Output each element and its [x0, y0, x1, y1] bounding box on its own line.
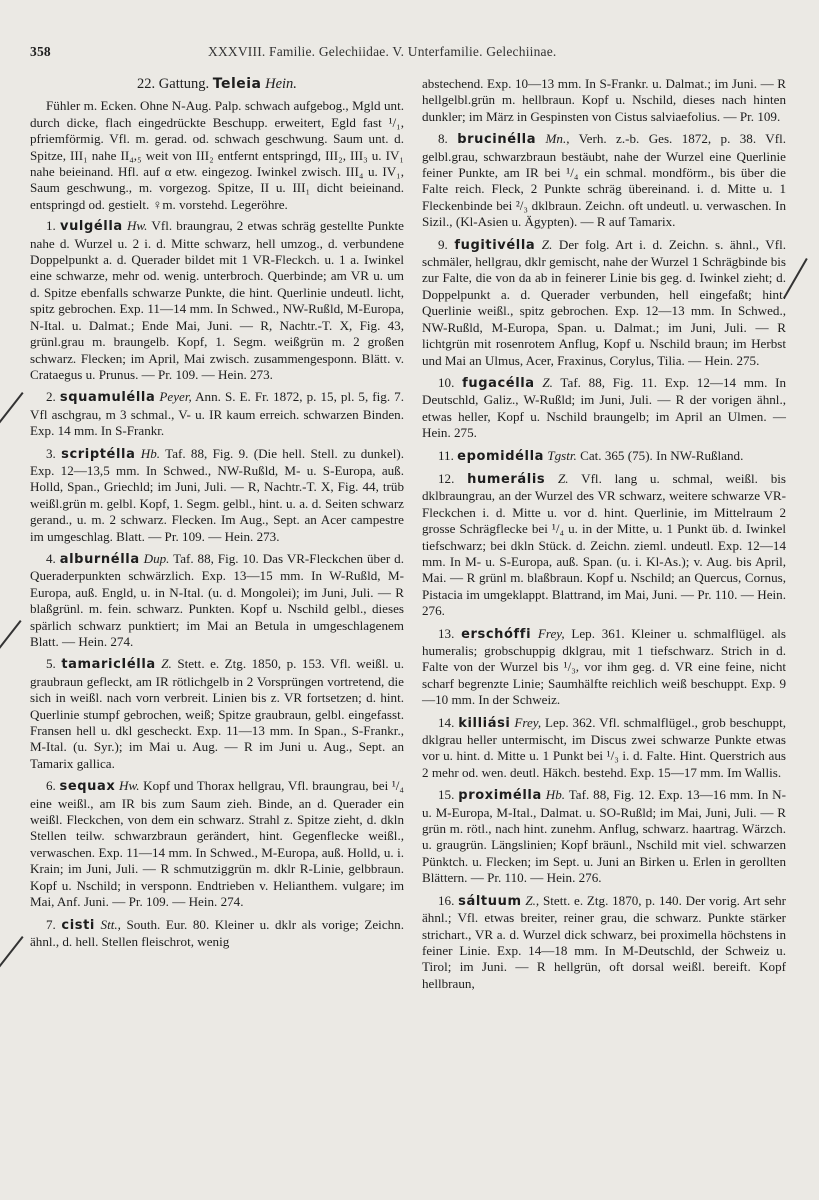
species-list-right — [422, 131, 786, 992]
genus-heading-prefix: 22. Gattung. — [137, 76, 210, 92]
species-entry — [422, 448, 786, 465]
right-column — [422, 76, 786, 998]
species-list-left — [30, 218, 404, 950]
species-description: Taf. 88, Fig. 9. (Die hell. Stell. zu dunkel). Exp. 12—13,5 mm. In Schwed., NW-Rußld, M- u. S-Europa, auß. Holld, Span., Griechld; im Juni, Juli. — R, Nachtr.-T. X, Fig. 44, trüb weißl.grün m. gelbl. Kopf, 1. Segm. gelbl., hint. u. a. d. Seiten schwarz gerand., u. m. 2 schwarz. Flecken. Im Aug., Sept. an Acer campestre im umgeschlag. Blatt. — Pr. 109. — Hein. 273. — [30, 445, 404, 544]
species-number: 8. — [438, 131, 448, 147]
species-name: alburnélla — [59, 551, 140, 567]
species-entry — [30, 218, 404, 383]
species-name: cisti — [61, 917, 95, 933]
species-entry — [422, 237, 786, 369]
species-number: 13. — [438, 625, 455, 641]
species-name: sáltuum — [458, 893, 522, 909]
page-number: 358 — [30, 44, 51, 59]
genus-description: Fühler m. Ecken. Ohne N-Aug. Palp. schwach aufgebog., Mgld unt. durch dicke, flach eingedrückte Beschupp. erweitert, Egld fast ¹/₁, pfriemförmig. Vfl. m. gerad. od. schwach geschwung. Saum unt. d. Spitze, III₁ nahe II₄,₅ weit von III₂ entfernt entspringd, III₂, III₃ u. IV₁ nahe beieinand. Hfl. auf α etw. eingezog. Iwinkel zwisch. III₄ u. IV₁, Saum geschwung., m. vorgezog. Spitze, II u. III₁ dicht beieinand. entspringd od. gestielt. ♀m. vorstehd. Legeröhre. — [30, 98, 404, 212]
species-description: Ann. S. E. Fr. 1872, p. 15, pl. 5, fig. 7. Vfl aschgrau, m 3 schmal., V- u. IR kaum erreich. schwarzen Binden. Exp. 14 mm. In S-Frankr. — [30, 389, 404, 439]
species-number: 16. — [438, 892, 455, 908]
species-number: 5. — [46, 656, 56, 672]
species-number: 6. — [46, 778, 56, 794]
species-entry — [422, 626, 786, 709]
genus-heading — [30, 76, 404, 92]
species-description: Kopf und Thorax hellgrau, Vfl. braungrau, bei ¹/₄ eine weißl., am IR bis zum Saum zieh. Binde, an d. Querader ein weißl. Fleckchen, von dem ein schwarz. Strahl z. Spitze zieht, d. dkln Stellen teilw. schwarzbraun gerändert, hint. Gegenflecke weißl., verwaschen. Exp. 11—14 mm. In Schwed., M-Europa, auß. Holld, u. i. Krain; im Juni, Juli. — R schmutziggrün m. dklr R-Linie, gelbbraun. Kopf u. Nschild; in versponn. Endtrieben v. Helianthem. vulgare; im Mai, Anf. Juni. — Pr. 109. — Hein. 274. — [30, 778, 404, 910]
species-name: killiási — [458, 715, 511, 731]
species-number: 10. — [438, 374, 455, 390]
species-number: 15. — [438, 787, 455, 803]
species-number: 14. — [438, 714, 455, 730]
species-author: Peyer, — [159, 389, 192, 405]
species-name: fugitivélla — [454, 237, 536, 253]
page-header — [30, 44, 790, 66]
species-author: Z. — [161, 656, 172, 672]
species-number: 2. — [46, 389, 56, 405]
species-author: Dup. — [143, 550, 170, 566]
species-entry — [422, 787, 786, 886]
species-entry — [422, 893, 786, 992]
left-column — [30, 76, 404, 956]
margin-pencil-mark — [783, 258, 808, 299]
species-author: Z. — [541, 236, 553, 252]
species-entry — [422, 375, 786, 442]
species-author: Z. — [558, 470, 569, 486]
species-entry — [422, 131, 786, 230]
species-number: 3. — [46, 445, 56, 461]
species-description: South. Eur. 80. Kleiner u. dklr als vorige; Zeichn. ähnl., d. hell. Stellen fleischrot, wenig — [30, 916, 404, 949]
species-number: 12. — [438, 470, 455, 486]
species-number: 9. — [438, 236, 448, 252]
species-author: Mn., — [545, 131, 570, 147]
species-number: 7. — [46, 916, 56, 932]
species-description: Lep. 361. Kleiner u. schmalflügel. als humeralis; grobschuppig dklgrau, mit 1 tiefschwarz. Strich in d. Falte von der Wurzel bis ¹/₃, vor ihm geg. d. VR eine feine, nicht scharf begrenzte Linie; Saumhälfte reichlich weiß beschuppt. Exp. 9—10 mm. In der Schweiz. — [422, 625, 786, 708]
species-name: proximélla — [458, 788, 542, 804]
species-name: humerális — [467, 471, 546, 487]
continued-entry-text: abstechend. Exp. 10—13 mm. In S-Frankr. u. Dalmat.; im Juni. — R hellgelbl.grün m. hellbraun. Kopf u. Nschild, dieses nach hinten dunkler; im März in Gespinsten von Cistus salviaefolius. — Pr. 109. — [422, 76, 786, 124]
species-author: Frey, — [514, 714, 542, 730]
species-entry — [422, 471, 786, 620]
species-description: Taf. 88, Fig. 12. Exp. 13—16 mm. In N- u. M-Europa, M-Ital., Dalmat. u. SO-Rußld; im Mai, Juni, Juli. — R grün m. rötl., nach hint. zunehm. Anflug, schwarz. haartrag. Wärzch. u. graugrün. Längslinien; Kopf bräunl., Nschild mit viel. schwarzen Pünktch. u. Flecken; im Sept. u. Juni an Birken u. Erlen in gerollten Blättern. — Pr. 110. — Hein. 276. — [422, 787, 786, 886]
species-description: Stett. e. Ztg. 1870, p. 140. Der vorig. Art sehr ähnl.; Vfl. etwas breiter, reiner grau, die schwarz. Punkte stärker strichart., VR a. d. Wurzel dick schwarz, bei proximella höchstens in feiner Linie. Exp. 14—18 mm. In M-Deutschld, der Schweiz u. Tirol; im Juni. — R hellgrün, oft dorsal weißl. bereift. Kopf hellbraun, — [422, 892, 787, 991]
species-author: Hw. — [126, 218, 148, 234]
species-entry — [30, 778, 404, 910]
species-description: Vfl. lang u. schmal, weißl. bis dklbraungrau, an der Wurzel des VR schwarz, weitere schwarze VR-Fleckchen i. d. Mitte u. vor d. hint. Querlinie, im Mittelraum 2 grosse Schrägflecke bei ¹/₄ u. in der Mitte, u. 1 Punkt üb. d. Iwinkel tiefschwarz; bei dkln Stück. d. Zeichn. zieml. undeutl. Exp. 12—14 mm. In M- u. S-Europa, auß. Span. (u. i. Kl-As.); v. Aug. bis April, Mai. — R grünl m. blaßbraun. Kopf u. Nschild; an Quercus, Cornus, Pistacia im umgeklappt. Blattrand, im Mai, Juni. — Pr. 110. — Hein. 276. — [422, 470, 786, 619]
margin-pencil-mark — [0, 620, 22, 656]
species-entry — [30, 389, 404, 439]
species-description: Stett. e. Ztg. 1850, p. 153. Vfl. weißl. u. graubraun gefleckt, am IR rötlichgelb in 2 Vorsprüngen vortretend, die sich in weißl. nach vorn verbreit. Linien bis z. VR fortsetzen; d. hint. Querlinie stumpf gebrochen, weiß; Spitze graubraun, gelbl. eingefasst. Fransen hell u. dkl gescheckt. Exp. 11—13 mm. In Span., S-Frankr., M-Ital. (u. Syr.); im Mai u. Aug. — R im Juni u. Aug., Sept. an Tamarix gallica. — [30, 656, 404, 771]
species-name: squamulélla — [59, 390, 156, 406]
species-author: Hw. — [119, 778, 140, 794]
species-description: Taf. 88, Fig. 10. Das VR-Fleckchen über d. Queraderpunkten schwärzlich. Exp. 13—15 mm. In W-Rußld, M-Europa, auß. Engld, u. in N-Ital. (u. d. Mongolei); im Juni, Juli. — R blaßgrünl. m. fein. schwarz. Punkten. Kopf u. Nschild gelbl., dieses spärlich schwarz punktiert; im Mai an Betula in umgeschlagenem Blatt. — Hein. 274. — [30, 550, 404, 649]
genus-name: Teleia — [212, 76, 262, 92]
species-description: Lep. 362. Vfl. schmalflügel., grob beschuppt, dklgrau heller untermischt, im Discus zwei schwarze Punkte etwas vor u. hint. d. Mitte u. 1 Punkt bei ¹/₃ i. d. Falte. Hint. Querstrich aus 2 mehr od. wen. deutl. Häkch. bestehd. Exp. 15—17 mm. Im Wallis. — [422, 714, 786, 780]
species-entry — [30, 656, 404, 772]
species-name: fugacélla — [462, 375, 535, 391]
species-number: 4. — [46, 550, 56, 566]
species-author: Z., — [525, 892, 540, 908]
species-description: Taf. 88, Fig. 11. Exp. 12—14 mm. In Deutschld, Galiz., W-Rußld; im Juni, Juli. — R der vorigen ähnl., etwas heller, Kopf u. Nschild braungelb; im April an Ulmen. — Hein. 275. — [422, 374, 786, 441]
species-number: 1. — [46, 218, 56, 234]
genus-author: Hein. — [265, 76, 297, 92]
species-number: 11. — [438, 447, 454, 463]
species-description: Cat. 365 (75). In NW-Rußland. — [580, 447, 744, 463]
species-name: tamaricIélla — [61, 657, 156, 673]
species-name: vulgélla — [60, 219, 123, 235]
species-name: erschóffi — [461, 626, 532, 642]
species-description: Der folg. Art i. d. Zeichn. s. ähnl., Vfl. schmäler, hellgrau, dklr gemischt, nahe der Wurzel 1 Schrägbinde bis zur Falte, die von da ab in feinerer Linie bis geg. d. Iwinkel zieht; d. Doppelpunkt a. d. Querader verbunden, hell eingefaßt; hint. Querlinie weißl., spitz gebrochen. Exp. 12—13 mm. In Schwed., NW-Rußld, M-Europa, Span. u. Dalmat.; im Juni, Juli. — R lichtgrün mit rosenrotem Anflug, Kopf u. Nschild braun; im Herbst und Mai an Ulmus, Acer, Fraxinus, Corylus, Tilia. — Hein. 275. — [422, 236, 786, 368]
species-author: Hb. — [140, 445, 161, 461]
running-head: XXXVIII. Familie. Gelechiidae. V. Unterfamilie. Gelechiinae. — [208, 44, 557, 59]
species-name: scriptélla — [61, 446, 136, 462]
species-entry — [422, 715, 786, 782]
species-entry — [30, 446, 404, 545]
species-description: Vfl. braungrau, 2 etwas schräg gestellte Punkte nahe d. Wurzel u. 2 i. d. Mitte schwarz, hell umzog., d. verbundene Doppelpunkt a. d. Querader bildet mit 1 VR-Fleckch. u. 1 a. Iwinkel eine schwarze, mehr od. wenig. unterbroch. Querbinde; am VR u. um d. Spitze ebenfalls schwarze Punkte, die hint. Querlinie undeutl. licht, spitz gebrochen. Exp. 11—14 mm. In Schwed., NW-Rußld, M-Europa, N-Ital. u. Dalmat.; Ende Mai, Juni. — R, Nachtr.-T. X, Fig. 43, grünl.grau m. braungelb. Kopf, 1. Segm. weißgrün m. 2 großen schwarz. Flecken; im April, Mai zwisch. zusammengesponn. Blätt. v. Crataegus u. Prunus. — Pr. 109. — Hein. 273. — [30, 218, 404, 382]
margin-pencil-mark — [0, 392, 24, 428]
species-name: epomidélla — [457, 448, 545, 464]
species-name: sequax — [59, 779, 116, 795]
margin-pencil-mark — [0, 936, 24, 969]
species-author: Stt., — [100, 916, 121, 932]
species-author: Hb. — [545, 787, 566, 803]
species-name: brucinélla — [457, 132, 537, 148]
species-author: Tgstr. — [547, 447, 577, 463]
species-entry — [30, 551, 404, 650]
species-author: Frey, — [537, 625, 565, 641]
species-entry — [30, 917, 404, 951]
species-author: Z. — [542, 374, 553, 390]
species-description: Verh. z.-b. Ges. 1872, p. 38. Vfl. gelbl.grau, schwarzbraun bestäubt, nahe der Wurzel eine Querlinie feiner Punkte, am IR bei ¹/₄ ein schmal. mondförm., bis über die Falte reich. Fleck, 2 Punkte schräg übereinand. i. d. Mitte u. 1 Fleckenbinde bei ²/₃ dklbraun. Zeichn. oft undeutl. u. verwaschen. In Sizil., (Kl-Asien u. Ägypten). — R auf Tamarix. — [422, 131, 786, 230]
